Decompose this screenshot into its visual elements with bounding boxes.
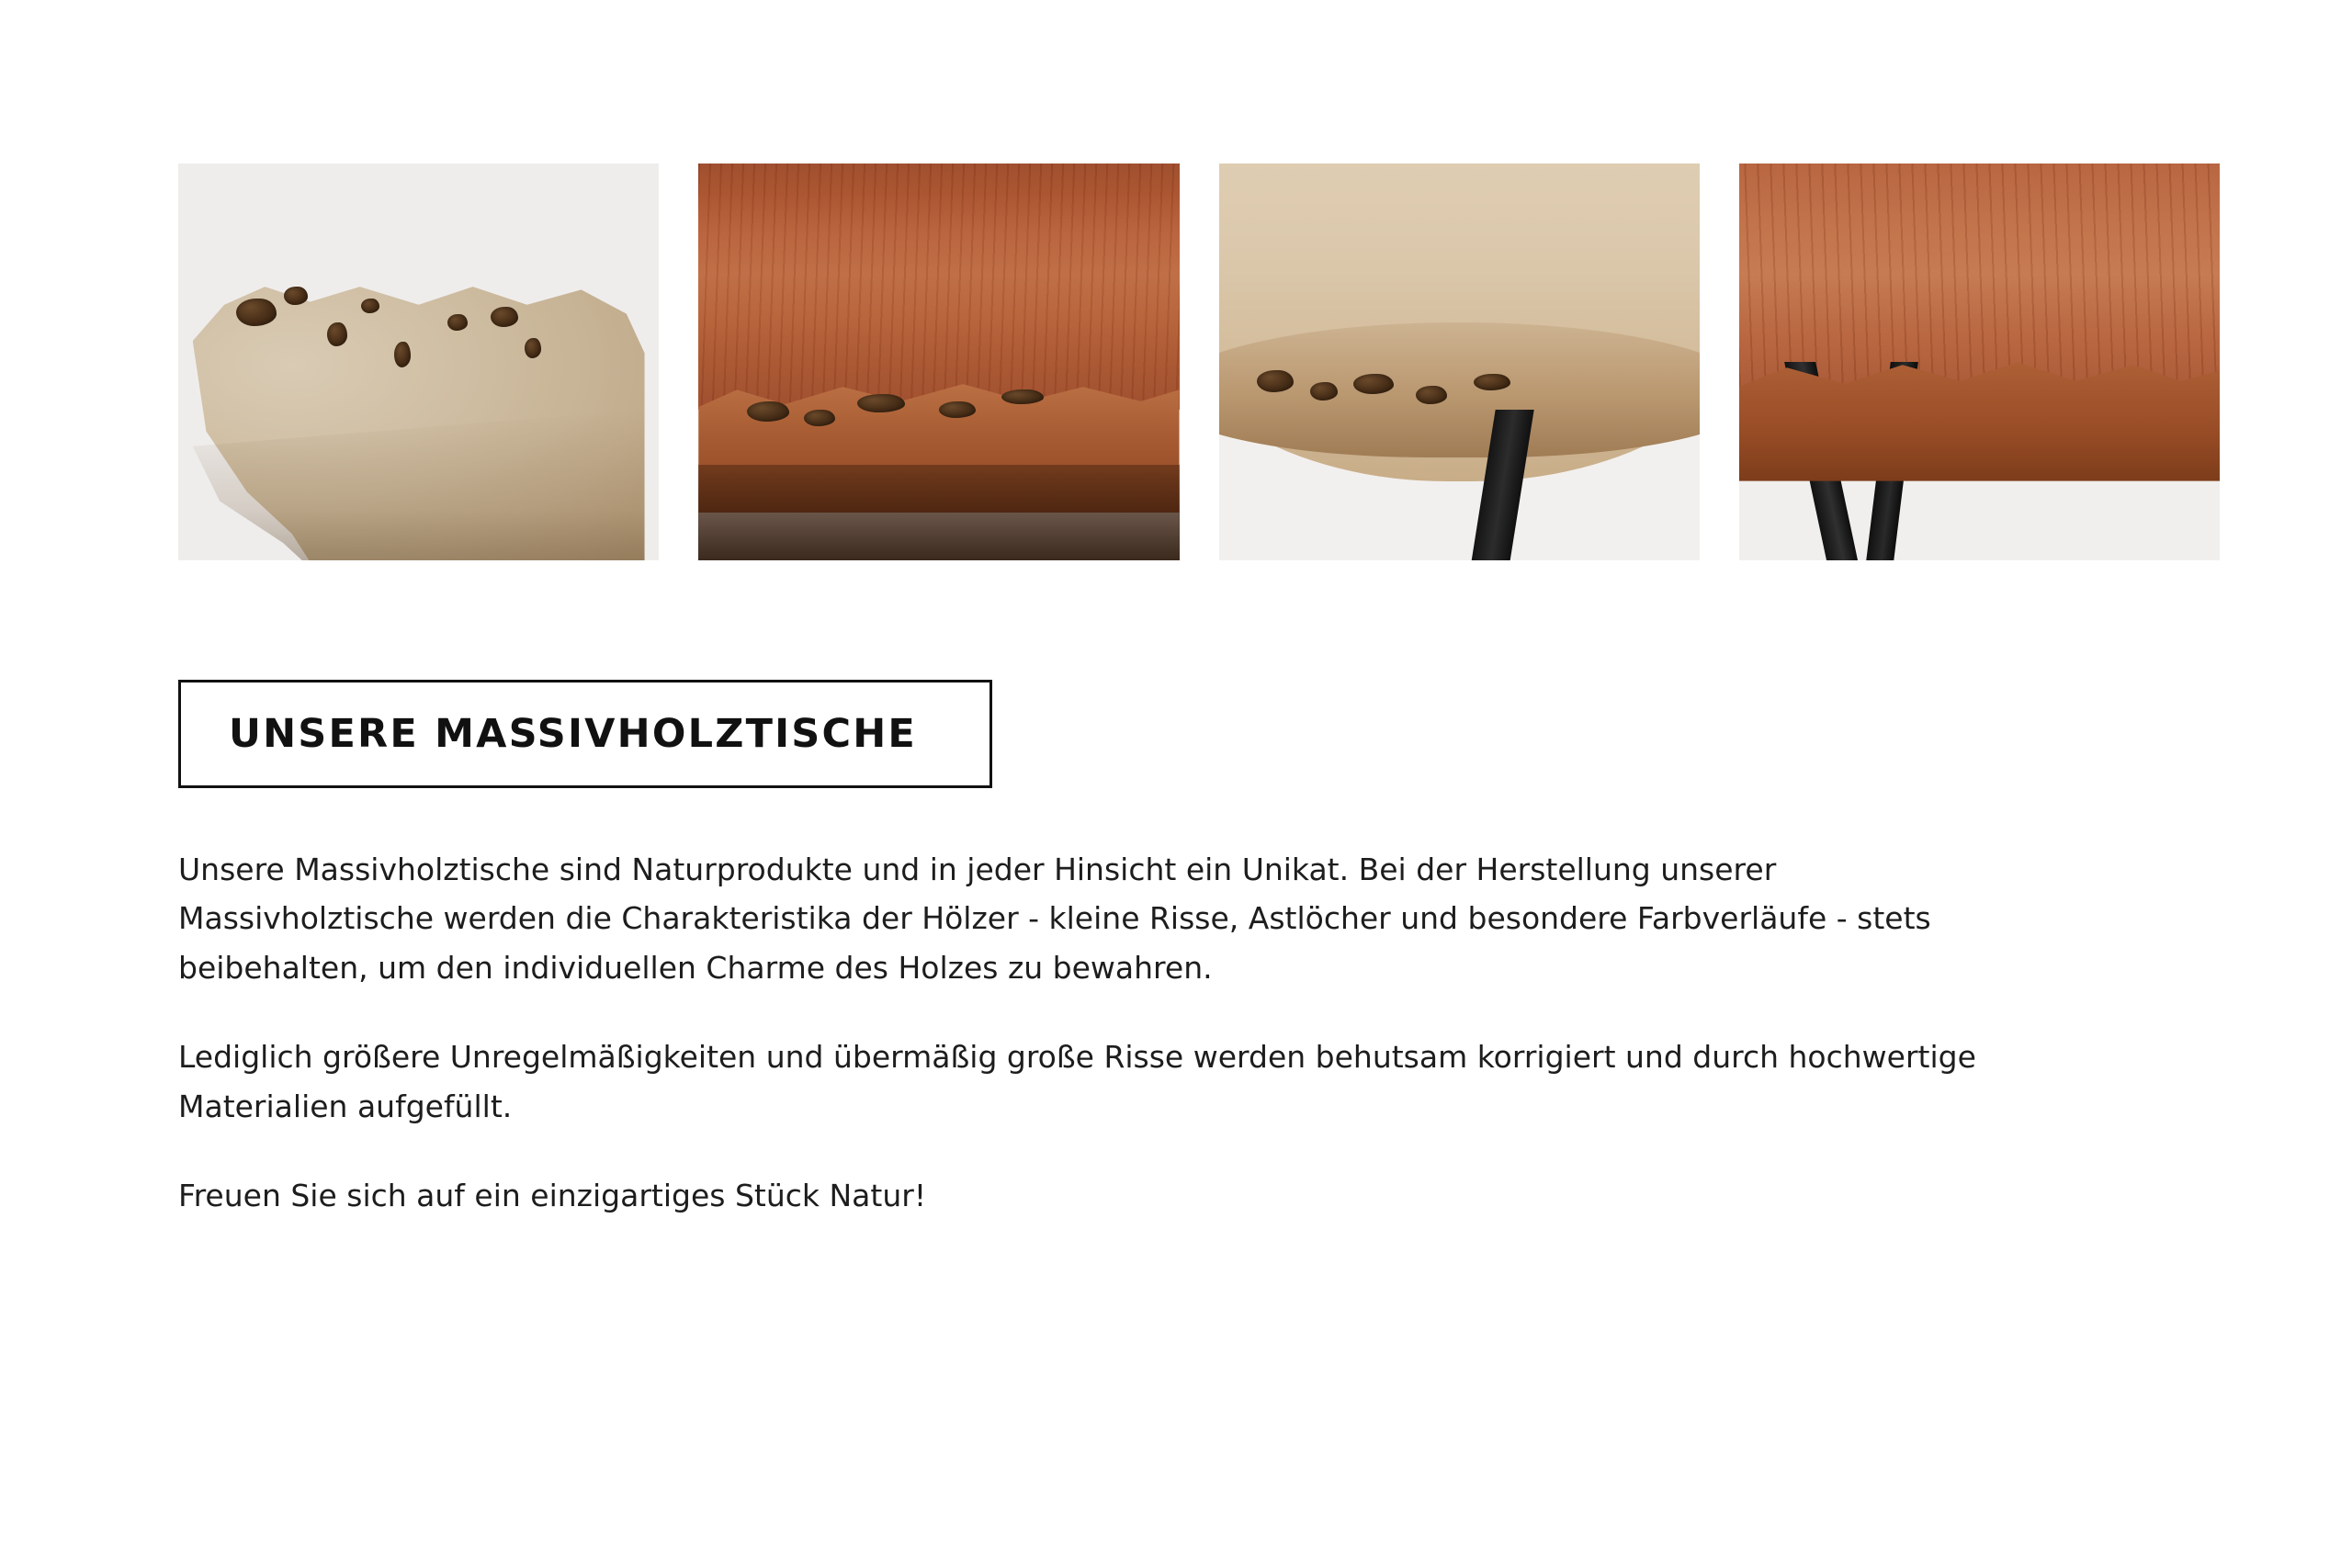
wood-grain-texture [698,164,1179,410]
wood-detail-round-table-edge [1219,164,1700,560]
live-edge-profile [1219,322,1700,457]
gallery-image-1 [178,164,659,560]
knot-icon [525,338,541,358]
knot-icon [284,287,308,305]
knot-icon [1353,374,1394,394]
knot-icon [447,314,468,331]
knot-icon [1310,382,1338,400]
gallery-image-2 [698,164,1179,560]
section-heading-box [178,680,992,788]
gallery-image-3 [1219,164,1700,560]
wood-detail-pale-live-edge [178,164,659,560]
gallery-image-4 [1739,164,2220,560]
knot-icon [1257,370,1294,392]
knot-icon [1416,386,1447,404]
knot-icon [236,299,277,326]
knot-icon [804,410,835,426]
body-copy [178,845,2034,1221]
knot-icon [939,401,976,418]
paragraph-1: Unsere Massivholztische sind Naturprodukte und in jeder Hinsicht ein Unikat. Bei der Herstellung unserer Massivholztische werden die Charakteristika der Hölzer - kleine Risse, Astlöcher und besondere Farbverläufe - stets beibehalten, um den individuellen Charme des Holzes zu bewahren. [178,852,1931,986]
image-gallery [178,164,2220,560]
knot-icon [491,307,518,327]
under-shadow [698,465,1179,560]
knot-icon [361,299,379,313]
knot-icon [747,401,789,422]
wood-detail-cognac-live-edge [698,164,1179,560]
wood-grain-texture [1739,164,2220,394]
knot-icon [857,394,905,412]
knot-icon [327,322,347,346]
knot-icon [1474,374,1510,390]
paragraph-3: Freuen Sie sich auf ein einzigartiges Stück Natur! [178,1178,927,1214]
wood-detail-table-with-black-legs [1739,164,2220,560]
page-title: UNSERE MASSIVHOLZTISCHE [229,711,917,757]
paragraph-2: Lediglich größere Unregelmäßigkeiten und übermäßig große Risse werden behutsam korrigiert und durch hochwertige Materialien aufgefüllt. [178,1039,1976,1124]
